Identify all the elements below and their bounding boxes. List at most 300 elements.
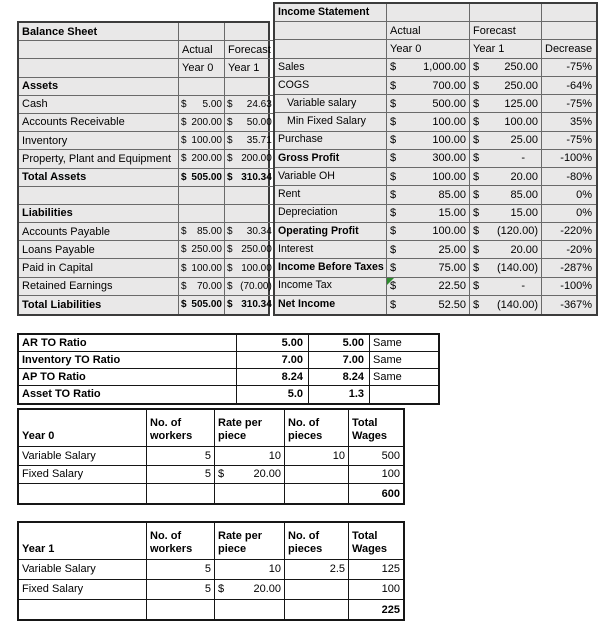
bs-cell-r1-c2[interactable] [179,23,225,41]
currency-symbol: $ [218,468,225,481]
cell-value: 24.63 [246,98,272,110]
currency-symbol: $ [390,170,397,183]
bs-cell-r5-c2[interactable] [179,96,225,114]
wage0-cell-r2-c5[interactable] [349,447,403,466]
ratio-cell-r3-c4[interactable] [370,369,438,386]
bs-cell-r5-c3[interactable] [225,96,274,114]
cell-text: Total Liabilities [22,298,102,311]
cell-text: 1.3 [348,388,364,401]
cell-text: Forecast [473,24,516,37]
cell-text: Rent [278,188,301,201]
cell-text: 600 [381,487,400,500]
is-cell-r9-c3[interactable] [470,150,542,168]
cell-text: Year 0 [390,43,422,56]
is-cell-r16-c3[interactable] [470,278,542,296]
is-cell-r9-c1[interactable] [275,150,387,168]
is-cell-r15-c4[interactable] [542,259,596,277]
bs-cell-r10-c3[interactable] [225,187,274,205]
is-cell-r13-c1[interactable] [275,223,387,241]
cell-text: Min Fixed Salary [287,115,366,128]
cell-text: Loans Payable [22,243,95,256]
currency-symbol: $ [473,79,480,92]
wage0-cell-r4-c5[interactable] [349,484,403,503]
cell-text: Property, Plant and Equipment [22,152,171,165]
bs-cell-r4-c3[interactable] [225,78,274,96]
bs-cell-r2-c1[interactable] [19,41,179,59]
is-cell-r3-c4[interactable] [542,40,596,58]
is-cell-r7-c4[interactable] [542,113,596,131]
cell-text: 5.0 [287,388,303,401]
cell-text: Retained Earnings [22,280,113,293]
wage1-cell-r4-c1[interactable] [19,600,147,620]
cell-value: 100.00 [191,135,222,147]
wage1-cell-r3-c4[interactable] [285,580,349,600]
cell-text: 5.00 [281,336,303,349]
is-cell-r6-c2[interactable] [387,95,470,113]
cell-text: Year 1 [473,43,505,56]
bs-cell-r3-c2[interactable] [179,59,225,77]
bs-cell-r12-c1[interactable] [19,223,179,241]
is-cell-r11-c4[interactable] [542,186,596,204]
is-cell-r5-c4[interactable] [542,77,596,95]
is-cell-r8-c4[interactable] [542,132,596,150]
is-cell-r13-c3[interactable] [470,223,542,241]
bs-cell-r5-c1[interactable] [19,96,179,114]
bs-cell-r14-c1[interactable] [19,259,179,277]
wage1-cell-r1-c5[interactable] [349,523,403,560]
wage1-cell-r1-c4[interactable] [285,523,349,560]
currency-symbol: $ [181,171,187,183]
cell-value: 52.50 [438,298,466,311]
is-cell-r1-c1[interactable] [275,4,387,22]
bs-cell-r4-c1[interactable] [19,78,179,96]
currency-symbol: $ [181,262,187,274]
cell-text: 5 [204,449,211,462]
cell-text: Assets [22,80,59,93]
currency-symbol: $ [227,98,233,110]
ratio-cell-r2-c2[interactable] [237,352,309,369]
is-cell-r10-c2[interactable] [387,168,470,186]
wage0-cell-r4-c3[interactable] [215,484,285,503]
wage1-cell-r4-c3[interactable] [215,600,285,620]
cell-value: 100.00 [504,115,538,128]
cell-text: 7.00 [281,353,303,366]
cell-text: No. of workers [150,416,193,443]
wage1-cell-r3-c5[interactable] [349,580,403,600]
ratio-cell-r1-c2[interactable] [237,335,309,352]
ratio-cell-r2-c4[interactable] [370,352,438,369]
cell-text: Actual [182,43,213,56]
cell-text: Net Income [278,298,336,311]
bs-cell-r12-c2[interactable] [179,223,225,241]
is-cell-r15-c2[interactable] [387,259,470,277]
ratio-cell-r4-c2[interactable] [237,386,309,403]
cell-text: Depreciation [278,206,338,219]
bs-cell-r13-c2[interactable] [179,241,225,259]
wage1-cell-r4-c2[interactable] [147,600,215,620]
is-cell-r13-c4[interactable] [542,223,596,241]
currency-symbol: $ [473,243,480,256]
cell-text: Fixed Salary [22,583,84,596]
bs-cell-r12-c3[interactable] [225,223,274,241]
bs-cell-r15-c1[interactable] [19,278,179,296]
cell-value: 15.00 [438,207,466,220]
wage1-cell-r3-c1[interactable] [19,580,147,600]
cell-value: 25.00 [510,134,538,147]
is-cell-r3-c1[interactable] [275,40,387,58]
cell-value: 20.00 [253,468,281,481]
bs-cell-r9-c2[interactable] [179,169,225,187]
currency-symbol: $ [390,207,397,220]
cell-text: Rate per piece [218,416,263,443]
wage0-cell-r3-c1[interactable] [19,466,147,485]
is-cell-r10-c4[interactable] [542,168,596,186]
cell-text: Total Assets [22,171,87,184]
cell-value: 25.00 [438,243,466,256]
wage0-cell-r2-c4[interactable] [285,447,349,466]
cell-text: 5 [204,468,211,481]
currency-symbol: $ [181,299,187,311]
cell-value: 250.00 [504,79,538,92]
bs-cell-r13-c3[interactable] [225,241,274,259]
cell-text: 8.24 [342,370,364,383]
is-cell-r8-c2[interactable] [387,132,470,150]
cell-value: 200.00 [191,117,222,129]
wage0-cell-r2-c2[interactable] [147,447,215,466]
cell-text: 500 [381,449,400,462]
bs-cell-r6-c2[interactable] [179,114,225,132]
currency-symbol: $ [227,135,233,147]
is-cell-r9-c2[interactable] [387,150,470,168]
bs-cell-r9-c3[interactable] [225,169,274,187]
cell-value: 5.00 [202,98,222,110]
bs-cell-r1-c3[interactable] [225,23,274,41]
turnover-ratios-table [17,333,440,405]
is-cell-r14-c3[interactable] [470,241,542,259]
cell-value: 700.00 [432,79,466,92]
currency-symbol: $ [181,280,187,292]
cell-text: Accounts Receivable [22,116,125,129]
cell-value: 310.34 [241,171,272,183]
wage0-cell-r1-c3[interactable] [215,410,285,447]
cell-value: 100.00 [432,115,466,128]
cell-text: Sales [278,60,305,73]
is-cell-r14-c1[interactable] [275,241,387,259]
is-cell-r2-c3[interactable] [470,22,542,40]
currency-symbol: $ [473,188,480,201]
currency-symbol: $ [473,134,480,147]
ratio-cell-r3-c1[interactable] [19,369,237,386]
is-cell-r6-c4[interactable] [542,95,596,113]
bs-cell-r2-c3[interactable] [225,41,274,59]
currency-symbol: $ [390,261,397,274]
is-cell-r15-c1[interactable] [275,259,387,277]
ratio-cell-r1-c3[interactable] [309,335,370,352]
wage0-cell-r3-c3[interactable] [215,466,285,485]
is-cell-r1-c2[interactable] [387,4,470,22]
year0-wages-table [17,408,405,505]
is-cell-r1-c4[interactable] [542,4,596,22]
is-cell-r12-c2[interactable] [387,205,470,223]
is-cell-r2-c2[interactable] [387,22,470,40]
is-cell-r16-c2[interactable] [387,278,470,296]
cell-text: 0% [576,188,593,201]
is-cell-r7-c1[interactable] [275,113,387,131]
cell-text: 10 [268,563,281,576]
currency-symbol: $ [473,152,480,165]
is-cell-r10-c3[interactable] [470,168,542,186]
is-cell-r5-c1[interactable] [275,77,387,95]
cell-text: Fixed Salary [22,468,84,481]
is-cell-r16-c1[interactable] [275,278,387,296]
bs-cell-r11-c2[interactable] [179,205,225,223]
cell-value: 100.00 [432,170,466,183]
cell-text: Liabilities [22,207,73,220]
is-cell-r11-c3[interactable] [470,186,542,204]
cell-text: 225 [381,603,400,616]
is-cell-r2-c1[interactable] [275,22,387,40]
is-cell-r3-c3[interactable] [470,40,542,58]
cell-text: Rate per piece [218,529,263,556]
cell-value: 20.00 [253,583,281,596]
cell-text: Inventory TO Ratio [22,353,121,366]
bs-cell-r8-c3[interactable] [225,150,274,168]
cell-text: Operating Profit [278,224,359,237]
cell-value: 310.34 [241,299,272,311]
is-cell-r12-c4[interactable] [542,205,596,223]
is-cell-r2-c4[interactable] [542,22,596,40]
is-cell-r11-c1[interactable] [275,186,387,204]
wage1-cell-r2-c4[interactable] [285,560,349,580]
cell-value: 125.00 [504,97,538,110]
is-cell-r5-c3[interactable] [470,77,542,95]
bs-cell-r3-c3[interactable] [225,59,274,77]
ratio-cell-r1-c1[interactable] [19,335,237,352]
is-cell-r17-c4[interactable] [542,296,596,314]
wage0-cell-r4-c2[interactable] [147,484,215,503]
currency-symbol: $ [390,243,397,256]
wage1-cell-r3-c2[interactable] [147,580,215,600]
wage1-cell-r2-c3[interactable] [215,560,285,580]
cell-text: -287% [560,261,593,274]
currency-symbol: $ [227,244,233,256]
wage1-cell-r1-c1[interactable] [19,523,147,560]
cell-text: Total Wages [352,529,388,556]
cell-text: -100% [560,280,593,293]
ratio-cell-r4-c4[interactable] [370,386,438,403]
is-cell-r4-c1[interactable] [275,59,387,77]
bs-cell-r14-c2[interactable] [179,259,225,277]
currency-symbol: $ [473,261,480,274]
wage1-cell-r2-c1[interactable] [19,560,147,580]
is-cell-r1-c3[interactable] [470,4,542,22]
is-cell-r6-c1[interactable] [275,95,387,113]
bs-cell-r10-c1[interactable] [19,187,179,205]
wage0-cell-r4-c4[interactable] [285,484,349,503]
ratio-cell-r1-c4[interactable] [370,335,438,352]
wage0-cell-r3-c4[interactable] [285,466,349,485]
is-cell-r15-c3[interactable] [470,259,542,277]
ratio-cell-r4-c1[interactable] [19,386,237,403]
is-cell-r16-c4[interactable] [542,278,596,296]
currency-symbol: $ [227,226,233,238]
bs-cell-r10-c2[interactable] [179,187,225,205]
currency-symbol: $ [390,97,397,110]
bs-cell-r7-c2[interactable] [179,132,225,150]
cell-text: Paid in Capital [22,261,93,274]
ratio-cell-r4-c3[interactable] [309,386,370,403]
bs-cell-r3-c1[interactable] [19,59,179,77]
wage0-cell-r4-c1[interactable] [19,484,147,503]
cell-value: 100.00 [432,134,466,147]
is-cell-r12-c3[interactable] [470,205,542,223]
is-cell-r9-c4[interactable] [542,150,596,168]
bs-cell-r16-c3[interactable] [225,296,274,314]
currency-symbol: $ [390,134,397,147]
cell-text: Year 1 [228,61,260,74]
currency-symbol: $ [181,153,187,165]
bs-cell-r7-c1[interactable] [19,132,179,150]
is-cell-r12-c1[interactable] [275,205,387,223]
wage0-cell-r1-c4[interactable] [285,410,349,447]
cell-text: Variable salary [287,96,357,109]
bs-cell-r1-c1[interactable] [19,23,179,41]
bs-cell-r16-c2[interactable] [179,296,225,314]
ratio-cell-r2-c1[interactable] [19,352,237,369]
cell-text: Forecast [228,43,271,56]
bs-cell-r11-c1[interactable] [19,205,179,223]
cell-text: 100 [381,583,400,596]
cell-text: 5.00 [342,336,364,349]
wage1-cell-r4-c5[interactable] [349,600,403,620]
is-cell-r8-c1[interactable] [275,132,387,150]
is-cell-r7-c3[interactable] [470,113,542,131]
cell-text: Income Tax [278,279,332,292]
wage0-cell-r3-c5[interactable] [349,466,403,485]
wage1-cell-r4-c4[interactable] [285,600,349,620]
wage0-cell-r2-c1[interactable] [19,447,147,466]
bs-cell-r16-c1[interactable] [19,296,179,314]
bs-cell-r8-c2[interactable] [179,150,225,168]
wage0-cell-r1-c1[interactable] [19,410,147,447]
currency-symbol: $ [473,115,480,128]
is-cell-r8-c3[interactable] [470,132,542,150]
cell-text: 10 [332,449,345,462]
cell-value: 250.00 [241,244,272,256]
wage1-cell-r2-c5[interactable] [349,560,403,580]
bs-cell-r2-c2[interactable] [179,41,225,59]
cell-value: 15.00 [510,207,538,220]
cell-value: 70.00 [196,280,222,292]
wage0-cell-r3-c2[interactable] [147,466,215,485]
cell-value: 200.00 [241,153,272,165]
cell-text: -367% [560,298,593,311]
cell-value: 500.00 [432,97,466,110]
is-cell-r10-c1[interactable] [275,168,387,186]
cell-text: Same [373,336,402,349]
is-cell-r4-c3[interactable] [470,59,542,77]
wage0-cell-r1-c2[interactable] [147,410,215,447]
is-cell-r4-c2[interactable] [387,59,470,77]
is-cell-r13-c2[interactable] [387,223,470,241]
currency-symbol: $ [181,135,187,147]
cell-value: 100.00 [191,262,222,274]
is-cell-r5-c2[interactable] [387,77,470,95]
ratio-cell-r2-c3[interactable] [309,352,370,369]
cell-value: 35.71 [246,135,272,147]
is-cell-r14-c4[interactable] [542,241,596,259]
cell-text: -75% [566,97,593,110]
cell-value: 22.50 [438,280,466,293]
currency-symbol: $ [181,117,187,129]
ratio-cell-r3-c2[interactable] [237,369,309,386]
cell-text: Purchase [278,133,323,146]
is-cell-r17-c1[interactable] [275,296,387,314]
cell-text: 5 [204,583,211,596]
bs-cell-r11-c3[interactable] [225,205,274,223]
wage1-cell-r3-c3[interactable] [215,580,285,600]
bs-cell-r4-c2[interactable] [179,78,225,96]
currency-symbol: $ [390,115,397,128]
bs-cell-r6-c1[interactable] [19,114,179,132]
cell-value: 505.00 [191,171,222,183]
ratio-cell-r3-c3[interactable] [309,369,370,386]
wage0-cell-r1-c5[interactable] [349,410,403,447]
bs-cell-r15-c2[interactable] [179,278,225,296]
is-cell-r7-c2[interactable] [387,113,470,131]
wage1-cell-r1-c2[interactable] [147,523,215,560]
cell-text: Variable Salary [22,449,96,462]
bs-cell-r6-c3[interactable] [225,114,274,132]
wage1-cell-r2-c2[interactable] [147,560,215,580]
bs-cell-r14-c3[interactable] [225,259,274,277]
cell-text: AP TO Ratio [22,370,86,383]
wage0-cell-r2-c3[interactable] [215,447,285,466]
currency-symbol: $ [390,280,397,293]
currency-symbol: $ [181,244,187,256]
bs-cell-r9-c1[interactable] [19,169,179,187]
cell-text: Interest [278,242,314,255]
currency-symbol: $ [227,117,233,129]
currency-symbol: $ [227,262,233,274]
bs-cell-r15-c3[interactable] [225,278,274,296]
is-cell-r17-c3[interactable] [470,296,542,314]
cell-text: Cash [22,98,48,111]
is-cell-r4-c4[interactable] [542,59,596,77]
cell-text: No. of pieces [288,529,323,556]
cell-text: Same [373,370,402,383]
is-cell-r14-c2[interactable] [387,241,470,259]
currency-symbol: $ [218,583,225,596]
bs-cell-r8-c1[interactable] [19,150,179,168]
cell-text: Inventory [22,134,68,147]
wage1-cell-r1-c3[interactable] [215,523,285,560]
is-cell-r3-c2[interactable] [387,40,470,58]
cell-value: 250.00 [191,244,222,256]
cell-text: Variable Salary [22,563,96,576]
cell-text: -220% [560,225,593,238]
is-cell-r17-c2[interactable] [387,296,470,314]
bs-cell-r13-c1[interactable] [19,241,179,259]
bs-cell-r7-c3[interactable] [225,132,274,150]
is-cell-r6-c3[interactable] [470,95,542,113]
cell-value: - [521,152,525,165]
balance-sheet-table [17,21,270,316]
currency-symbol: $ [227,299,233,311]
is-cell-r11-c2[interactable] [387,186,470,204]
cell-text: -75% [566,134,593,147]
cell-value: - [521,280,525,293]
